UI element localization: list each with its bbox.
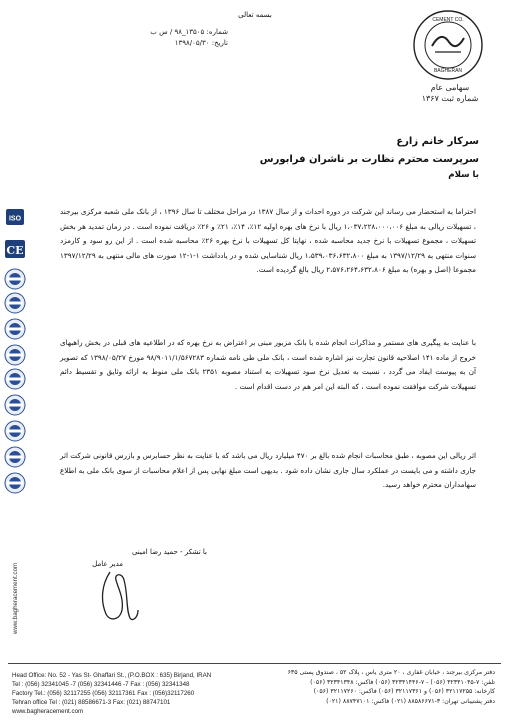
letter-meta [108,27,228,49]
iqnet-icon [4,368,26,390]
body-paragraph-2: با عنایت به پیگیری های مستمر و مذاکرات انجام شده با بانک مزبور مبنی بر اعتراض به نرخ بهره که در اطلاعیه های قبلی در بخش راهبهای خروج از ماده ۱۴۱ اصلاحیه قانون تجارت نیز اشاره شده است ، بانک ملی طی نامه شماره ۹۸/۹۰۱۱/۱/۵۶۷۲۸۳ مورخ ۱۳۹۸/۰۵/۲۷ که تصویر آن به پیوست ایفاد می گردد ، نسبت به تعدیل نرخ سود تسهیلات به استناد مصوبه ۲۳۵۱ بانک ملی منوط به ارائه وثایق و تقسیط دائم تسهیلات شرکت موافقت نموده است ، که البته این امر هم در دست اقدام است . [60,338,476,391]
body-paragraph-3: اثر ریالی این مصوبه ، طبق محاسبات انجام شده بالغ بر ۴۷۰ میلیارد ریال می باشد که با عنایت به نظر حسابرس و بازرس قانونی شرکت اثر جاری داشته و می بایست در عملکرد سال جاری نشان داده شود . بدیهی است مبلغ نهایی پس از اعلام محاسبات از سوی بانک ملی به اطلاع سهامداران محترم خواهد رسید. [60,451,476,490]
footer-en-line: Tehran office Tel : (021) 88586671-3 Fax: (021) 88747101 [12,699,171,706]
ce-mark-icon [4,238,26,260]
footer-fa-line: دفتر پشتیبانی تهران: ۳-۸۸۵۸۶۶۷۱ (۰۲۱) فاکس: ۸۸۷۴۷۱۰۱ (۰۲۱) [326,697,495,705]
footer-en-line: Head Office: No. 52 - Yas St- Ghaffari St., (P.O.BOX : 635) Birjand, IRAN [12,672,212,679]
footer-divider [8,663,501,664]
footer-fa-line: کارخانه: ۳۲۱۱۷۲۵۵ (۰۵۶) و ۳۲۱۱۷۳۶۱ (۰۵۶) فاکس: ۳۲۱۱۷۲۶۰ (۰۵۶) [313,688,495,695]
handwritten-signature-icon [92,566,148,624]
bismillah-heading: بسمه تعالی [238,11,272,19]
iqnet-icon [4,292,26,314]
footer-fa-line: تلفن: ۷-۳۲۳۴۱۰۴۵ (۰۵۶) - ۷-۳۲۳۴۱۴۴۶ (۰۵۶) فاکس: ۳۲۳۴۱۳۴۸ (۰۵۶) [310,678,495,686]
iqnet-icon [4,446,26,468]
footer-en-line: www.bagheracement.com [12,708,84,715]
iqnet-icon [4,268,26,290]
letter-page: BAGHERAN CEMENT CO. سهامی عام شماره ثبت ۱۳۶۷ بسمه تعالی شماره: ۱۳۵۰۵_۹۸ / س ب تاریخ: ۱۳۹۸/۰۵/۳۰ ISO CE سرکار خانم زارع سرپرست محترم نظارت بر ناشران فرابورس با سلام احتراما به استحضار می رساند این شرکت در دوره احداث و از سال ۱۳۸۷ در مراحل مختلف تا سال ۱۳۹۶ ، از بانک ملی شعبه مرکزی بیرجند ، تسهیلات ریالی به مبلغ ۱،۰۳۷،۲۲۸،۰۰۰،۰۰۶ ریال با نرخ های بهره اولیه ۱۲٪، ۱۴٪، ۲۱٪ و ۲۶٪ دریافت نموده است . در زمان تمدید هر بخش تسهیلات ، مجموع تسهیلات با نرخ جدید محاسبه شده ، نهایتا کل تسهیلات با نرخ بهره ۲۶٪ محاسبه شده است . از این رو سود و کارمزد سنوات منتهی به ۱۳۹۷/۱۲/۲۹ به مبلغ ۱،۵۳۹،۰۳۶،۶۳۲،۸۰۰ ریال شناسایی شده و در یادداشت ۱-۱-۱۲ صورت های مالی منتهی به ۱۳۹۷/۱۲/۲۹ مجموعا (اصل و بهره) به مبلغ ۲،۵۷۶،۲۶۴،۶۳۲،۸۰۶ ریال بالغ گردیده است. با عنایت به پیگیری های مستمر و مذاکرات انجام شده با بانک مزبور مبنی بر اعتراض به نرخ بهره که در اطلاعیه های قبلی در بخش راهبهای خروج از ماده ۱۴۱ اصلاحیه قانون تجارت نیز اشاره شده است ، بانک ملی طی نامه شماره ۹۸/۹۰۱۱/۱/۵۶۷۲۸۳ مورخ ۱۳۹۸/۰۵/۲۷ که تصویر آن به پیوست ایفاد می گردد ، نسبت به تعدیل نرخ سود تسهیلات به استناد مصوبه ۲۳۵۱ بانک ملی منوط به ارائه وثایق و تقسیط دائم تسهیلات شرکت موافقت نموده است ، که البته این امر هم در دست اقدام است . اثر ریالی این مصوبه ، طبق محاسبات انجام شده بالغ بر ۴۷۰ میلیارد ریال می باشد که با عنایت به نظر حسابرس و بازرس قانونی شرکت اثر جاری داشته و می بایست در عملکرد سال جاری نشان داده شود . بدیهی است مبلغ نهایی پس از اعلام محاسبات از سوی بانک ملی به اطلاع سهامداران محترم خواهد رسید. با تشکر - حمید رضا امینی مدیر عامل www.bagheracement.com Head Office: No. 52 - Yas St- Ghaffari St., (P.O.BOX : 635) Birjand, IRAN Tel : (056) 32341045 -7 (056) 32341446 -7 Fax : (056) 32341348 Factory Tel.: (056) 32117255 (056) 32117361 Fax : (056)32117260 Tehran office Tel : (021) 88586671-3 Fax: (021) 88747101 www.bagheracement.com دفتر مرکزی بیرجند ، خیابان غفاری ، ۲۰ متری یاس ، پلاک ۵۲ ، صندوق پستی ۶۳۵ تلفن: ۷-۳۲۳۴۱۰۴۵ (۰۵۶) - ۷-۳۲۳۴۱۴۴۶ (۰۵۶) فاکس: ۳۲۳۴۱۳۴۸ (۰۵۶) کارخانه: ۳۲۱۱۷۲۵۵ (۰۵۶) و ۳۲۱۱۷۳۶۱ (۰۵۶) فاکس: ۳۲۱۱۷۲۶۰ (۰۵۶) دفتر پشتیبانی تهران: ۳-۸۸۵۸۶۶۷۱ (۰۲۱) فاکس: ۸۸۷۴۷۱۰۱ (۰۲۱) [0,0,509,728]
iso-icon [4,206,26,228]
iqnet-icon [4,472,26,494]
company-type: سهامی عام [430,83,470,92]
company-caption [414,82,486,104]
recipient-name: سرکار خانم زارع [396,136,479,147]
svg-text:CE: CE [6,244,24,257]
iqnet-icon [4,344,26,366]
greeting: با سلام [448,170,479,180]
registration-number: شماره ثبت ۱۳۶۷ [421,94,479,103]
iqnet-icon [4,420,26,442]
company-logo-icon [411,8,485,82]
iqnet-icon [4,318,26,340]
recipient-title: سرپرست محترم نظارت بر ناشران فرابورس [259,154,479,165]
svg-text:CEMENT CO.: CEMENT CO. [432,17,464,23]
letter-date: تاریخ: ۱۳۹۸/۰۵/۳۰ [174,39,228,47]
footer-persian [255,668,495,706]
letter-number: شماره: ۱۳۵۰۵_۹۸ / س ب [150,28,228,36]
footer-en-line: Tel : (056) 32341045 -7 (056) 32341446 -7 Fax : (056) 32341348 [12,681,190,688]
signature-role: مدیر عامل [92,560,123,568]
svg-text:BAGHERAN: BAGHERAN [433,68,463,74]
body-paragraph-1: احتراما به استحضار می رساند این شرکت در دوره احداث و از سال ۱۳۸۷ در مراحل مختلف تا سال ۱۳۹۶ ، از بانک ملی شعبه مرکزی بیرجند ، تسهیلات ریالی به مبلغ ۱،۰۳۷،۲۲۸،۰۰۰،۰۰۶ ریال با نرخ های بهره اولیه ۱۲٪، ۱۴٪، ۲۱٪ و ۲۶٪ دریافت نموده است . در زمان تمدید هر بخش تسهیلات ، مجموع تسهیلات با نرخ جدید محاسبه شده ، نهایتا کل تسهیلات با نرخ بهره ۲۶٪ محاسبه شده است . از این رو سود و کارمزد سنوات منتهی به ۱۳۹۷/۱۲/۲۹ به مبلغ ۱،۵۳۹،۰۳۶،۶۳۲،۸۰۰ ریال شناسایی شده و در یادداشت ۱-۱-۱۲ صورت های مالی منتهی به ۱۳۹۷/۱۲/۲۹ مجموعا (اصل و بهره) به مبلغ ۲،۵۷۶،۲۶۴،۶۳۲،۸۰۶ ریال بالغ گردیده است. [60,207,476,275]
iqnet-icon [4,394,26,416]
footer-fa-line: دفتر مرکزی بیرجند ، خیابان غفاری ، ۲۰ متری یاس ، پلاک ۵۲ ، صندوق پستی ۶۳۵ [287,669,495,676]
footer-english [12,671,262,716]
footer-en-line: Factory Tel.: (056) 32117255 (056) 32117361 Fax : (056)32117260 [12,690,195,697]
signature-label: با تشکر - حمید رضا امینی [131,548,207,556]
svg-text:ISO: ISO [8,215,22,223]
